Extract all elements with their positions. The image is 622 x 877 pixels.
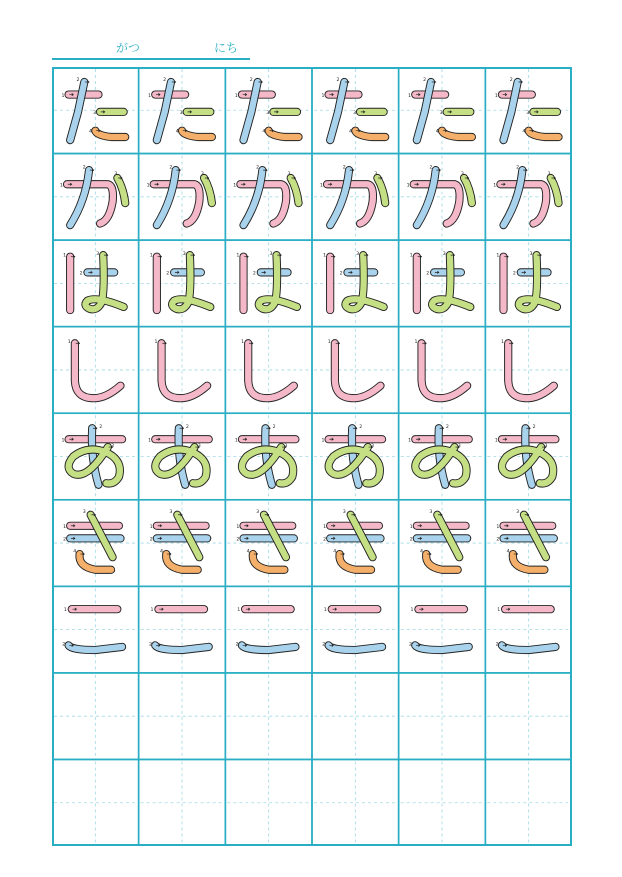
stroke-order-number: 3	[182, 252, 186, 258]
stroke-order-number: 4	[506, 549, 510, 555]
stroke-order-number: 1	[496, 525, 500, 531]
stroke-order-number: 1	[234, 438, 238, 444]
stroke-order-number: 3	[439, 111, 443, 117]
stroke-order-number: 1	[150, 607, 154, 613]
stroke-order-number: 2	[423, 78, 427, 84]
stroke-order-number: 3	[96, 252, 100, 258]
stroke-order-number: 1	[323, 525, 327, 531]
stroke-order-number: 2	[256, 165, 260, 171]
stroke-order-number: 3	[82, 510, 86, 516]
stroke-order-number: 1	[154, 340, 158, 346]
stroke-order-number: 1	[63, 525, 67, 531]
stroke-order-number: 2	[149, 537, 153, 543]
stroke-order-number: 1	[409, 253, 413, 259]
month-label: がつ	[116, 41, 141, 55]
stroke-order-number: 3	[460, 171, 464, 177]
stroke-order-number: 1	[63, 253, 67, 259]
stroke-order-number: 1	[146, 183, 150, 189]
stroke-order-number: 2	[322, 642, 326, 648]
stroke-order-number: 2	[76, 78, 80, 84]
stroke-order-number: 2	[82, 165, 86, 171]
stroke-order-number: 3	[92, 111, 96, 117]
stroke-order-number: 3	[179, 111, 183, 117]
stroke-order-number: 4	[435, 129, 439, 135]
stroke-order-number: 4	[349, 129, 353, 135]
stroke-order-number: 1	[148, 93, 152, 99]
stroke-order-number: 3	[442, 252, 446, 258]
stroke-order-number: 2	[342, 165, 346, 171]
stroke-order-number: 4	[262, 129, 266, 135]
stroke-order-number: 3	[374, 171, 378, 177]
stroke-order-number: 1	[497, 607, 501, 613]
stroke-order-number: 3	[429, 510, 433, 516]
stroke-order-number: 1	[501, 340, 505, 346]
stroke-order-number: 4	[73, 549, 77, 555]
stroke-order-number: 2	[235, 642, 239, 648]
stroke-order-number: 3	[544, 444, 548, 450]
stroke-order-number: 1	[61, 438, 65, 444]
stroke-order-number: 1	[148, 438, 152, 444]
stroke-order-number: 2	[532, 425, 536, 431]
stroke-order-number: 1	[408, 438, 412, 444]
stroke-order-number: 1	[234, 93, 238, 99]
stroke-order-number: 4	[159, 549, 163, 555]
stroke-order-number: 1	[63, 607, 67, 613]
stroke-order-number: 1	[409, 525, 413, 531]
stroke-order-number: 2	[339, 271, 343, 277]
practice-sheet	[52, 67, 572, 846]
stroke-order-number: 2	[323, 537, 327, 543]
practice-grid	[52, 67, 572, 846]
stroke-order-number: 2	[516, 165, 520, 171]
stroke-order-number: 2	[359, 425, 363, 431]
stroke-order-number: 2	[163, 78, 167, 84]
stroke-order-number: 3	[256, 510, 260, 516]
stroke-order-number: 3	[529, 252, 533, 258]
stroke-order-number: 1	[59, 183, 63, 189]
stroke-order-number: 2	[185, 425, 189, 431]
stroke-order-number: 2	[99, 425, 103, 431]
stroke-order-number: 2	[249, 78, 253, 84]
stroke-order-number: 3	[284, 444, 288, 450]
stroke-order-number: 1	[61, 93, 65, 99]
stroke-order-number: 1	[493, 183, 497, 189]
stroke-order-number: 4	[246, 549, 250, 555]
stroke-order-number: 2	[272, 425, 276, 431]
stroke-order-number: 3	[342, 510, 346, 516]
stroke-order-number: 1	[319, 183, 323, 189]
stroke-order-number: 1	[408, 93, 412, 99]
date-header	[52, 34, 250, 60]
stroke-order-number: 4	[522, 129, 526, 135]
stroke-order-number: 1	[241, 340, 245, 346]
stroke-order-number: 2	[79, 271, 83, 277]
stroke-order-number: 1	[323, 253, 327, 259]
stroke-order-number: 3	[197, 444, 201, 450]
stroke-order-number: 4	[333, 549, 337, 555]
stroke-order-number: 3	[266, 111, 270, 117]
stroke-order-number: 2	[409, 537, 413, 543]
stroke-order-number: 3	[457, 444, 461, 450]
stroke-order-number: 3	[169, 510, 173, 516]
stroke-order-number: 2	[62, 642, 66, 648]
stroke-order-number: 1	[321, 93, 325, 99]
stroke-order-number: 1	[233, 183, 237, 189]
stroke-order-number: 2	[148, 642, 152, 648]
stroke-order-number: 1	[236, 253, 240, 259]
stroke-order-number: 1	[494, 438, 498, 444]
stroke-order-number: 2	[336, 78, 340, 84]
stroke-order-number: 3	[111, 444, 115, 450]
stroke-order-number: 1	[410, 607, 414, 613]
stroke-order-number: 3	[526, 111, 530, 117]
stroke-order-number: 2	[445, 425, 449, 431]
stroke-order-number: 2	[512, 271, 516, 277]
stroke-order-number: 3	[352, 111, 356, 117]
stroke-order-number: 1	[323, 607, 327, 613]
stroke-order-number: 3	[287, 171, 291, 177]
stroke-order-number: 2	[169, 165, 173, 171]
stroke-order-number: 1	[236, 525, 240, 531]
stroke-order-number: 3	[356, 252, 360, 258]
stroke-order-number: 3	[269, 252, 273, 258]
stroke-order-number: 2	[429, 165, 433, 171]
stroke-order-number: 3	[114, 171, 118, 177]
stroke-order-number: 2	[63, 537, 67, 543]
stroke-order-number: 1	[327, 340, 331, 346]
stroke-order-number: 1	[321, 438, 325, 444]
stroke-order-number: 3	[547, 171, 551, 177]
stroke-order-number: 3	[516, 510, 520, 516]
stroke-order-number: 2	[496, 537, 500, 543]
stroke-order-number: 1	[149, 253, 153, 259]
stroke-order-number: 2	[236, 537, 240, 543]
stroke-order-number: 2	[408, 642, 412, 648]
stroke-order-number: 4	[419, 549, 423, 555]
stroke-order-number: 2	[509, 78, 513, 84]
date-underline	[52, 58, 250, 60]
stroke-order-number: 4	[175, 129, 179, 135]
stroke-order-number: 1	[149, 525, 153, 531]
stroke-order-number: 1	[67, 340, 71, 346]
stroke-order-number: 2	[426, 271, 430, 277]
stroke-order-number: 3	[200, 171, 204, 177]
day-label: にち	[214, 41, 239, 55]
stroke-order-number: 1	[414, 340, 418, 346]
stroke-order-number: 2	[495, 642, 499, 648]
stroke-order-number: 2	[252, 271, 256, 277]
stroke-order-number: 1	[496, 253, 500, 259]
stroke-order-number: 3	[371, 444, 375, 450]
stroke-order-number: 1	[237, 607, 241, 613]
stroke-order-number: 4	[89, 129, 93, 135]
stroke-order-number: 2	[166, 271, 170, 277]
stroke-order-number: 1	[406, 183, 410, 189]
stroke-order-number: 1	[494, 93, 498, 99]
